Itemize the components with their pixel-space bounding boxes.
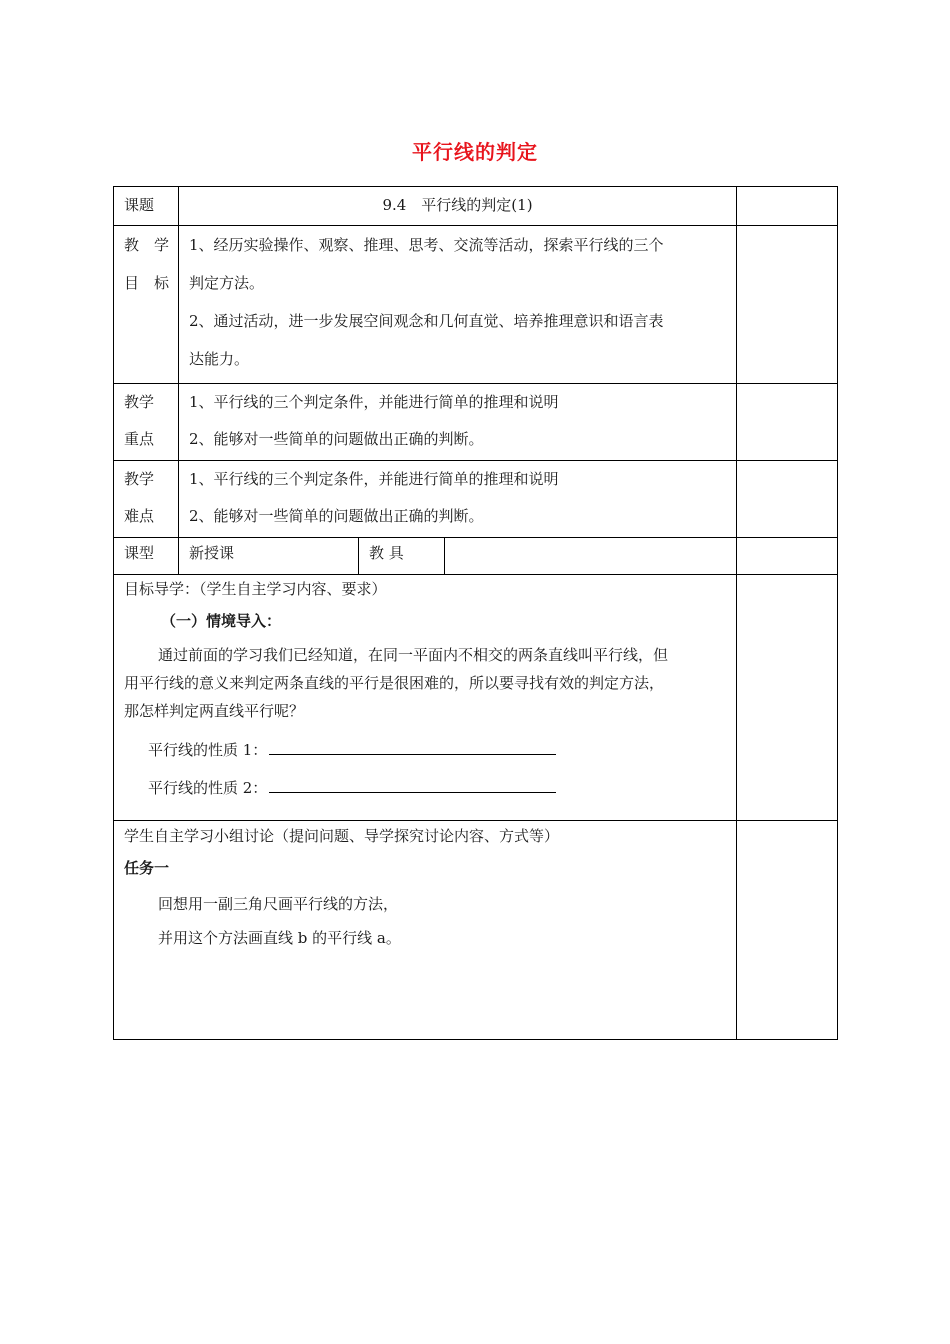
difficult-label-line2: 难点	[124, 507, 155, 525]
goals-label-cell	[114, 226, 179, 384]
lesson-type-row	[114, 538, 838, 575]
difficult-line-2: 2、能够对一些简单的问题做出正确的判断。	[189, 507, 484, 525]
key-label-cell	[114, 384, 179, 461]
key-label-line1: 教学	[124, 393, 155, 411]
property-1-label: 平行线的性质 1：	[148, 741, 268, 759]
property-2-label: 平行线的性质 2：	[148, 779, 268, 797]
topic-label: 课题	[124, 196, 155, 214]
type-value-cell	[179, 538, 359, 575]
goals-row	[114, 226, 838, 384]
type-label: 课型	[124, 544, 155, 562]
difficult-label-cell	[114, 461, 179, 538]
discussion-row	[114, 821, 838, 1040]
type-notes-cell	[737, 538, 838, 575]
guide-section-title: （一）情境导入：	[161, 612, 282, 630]
guide-notes-cell	[737, 575, 838, 821]
type-label-cell	[114, 538, 179, 575]
property-2-line	[124, 769, 736, 807]
guide-paragraph-line-1: 通过前面的学习我们已经知道，在同一平面内不相交的两条直线叫平行线，但	[158, 646, 669, 664]
key-points-row	[114, 384, 838, 461]
tools-label: 教 具	[369, 544, 404, 562]
discussion-heading: 学生自主学习小组讨论（提问问题、导学探究讨论内容、方式等）	[124, 827, 560, 845]
tools-label-cell	[359, 538, 445, 575]
property-1-blank[interactable]	[269, 740, 556, 755]
topic-value-cell	[179, 187, 737, 226]
topic-notes-cell	[737, 187, 838, 226]
key-line-2: 2、能够对一些简单的问题做出正确的判断。	[189, 430, 484, 448]
guide-row	[114, 575, 838, 821]
goals-line-4: 达能力。	[189, 350, 250, 368]
topic-row	[114, 187, 838, 226]
property-1-line	[124, 731, 736, 769]
goals-line-1: 1、经历实验操作、观察、推理、思考、交流等活动，探索平行线的三个	[189, 236, 664, 254]
key-notes-cell	[737, 384, 838, 461]
difficult-points-row	[114, 461, 838, 538]
key-content-cell	[179, 384, 737, 461]
type-value: 新授课	[189, 544, 235, 562]
goals-notes-cell	[737, 226, 838, 384]
property-2-blank[interactable]	[269, 778, 556, 793]
goals-content-cell	[179, 226, 737, 384]
guide-paragraph-line-3: 那怎样判定两直线平行呢？	[124, 702, 305, 720]
task-line-2: 并用这个方法画直线 b 的平行线 a。	[158, 929, 401, 947]
guide-heading: 目标导学：（学生自主学习内容、要求）	[124, 580, 387, 598]
document-title: 平行线的判定	[412, 140, 538, 164]
goals-label-line2: 目 标	[124, 274, 170, 292]
difficult-line-1: 1、平行线的三个判定条件，并能进行简单的推理和说明	[189, 470, 559, 488]
goals-line-2: 判定方法。	[189, 274, 265, 292]
key-line-1: 1、平行线的三个判定条件，并能进行简单的推理和说明	[189, 393, 559, 411]
topic-value: 9.4 平行线的判定(1)	[382, 196, 533, 214]
guide-content-cell	[114, 575, 737, 821]
guide-paragraph-line-2: 用平行线的意义来判定两条直线的平行是很困难的，所以要寻找有效的判定方法，	[124, 674, 665, 692]
goals-line-3: 2、通过活动，进一步发展空间观念和几何直觉、培养推理意识和语言表	[189, 312, 664, 330]
task-line-1: 回想用一副三角尺画平行线的方法，	[158, 895, 399, 913]
difficult-content-cell	[179, 461, 737, 538]
key-label-line2: 重点	[124, 430, 155, 448]
difficult-notes-cell	[737, 461, 838, 538]
goals-label-line1: 教 学	[124, 236, 170, 254]
discussion-notes-cell	[737, 821, 838, 1040]
tools-value-cell	[445, 538, 737, 575]
topic-label-cell	[114, 187, 179, 226]
lesson-plan-table	[113, 186, 838, 1040]
discussion-content-cell	[114, 821, 737, 1040]
difficult-label-line1: 教学	[124, 470, 155, 488]
task-one-title: 任务一	[124, 859, 170, 877]
